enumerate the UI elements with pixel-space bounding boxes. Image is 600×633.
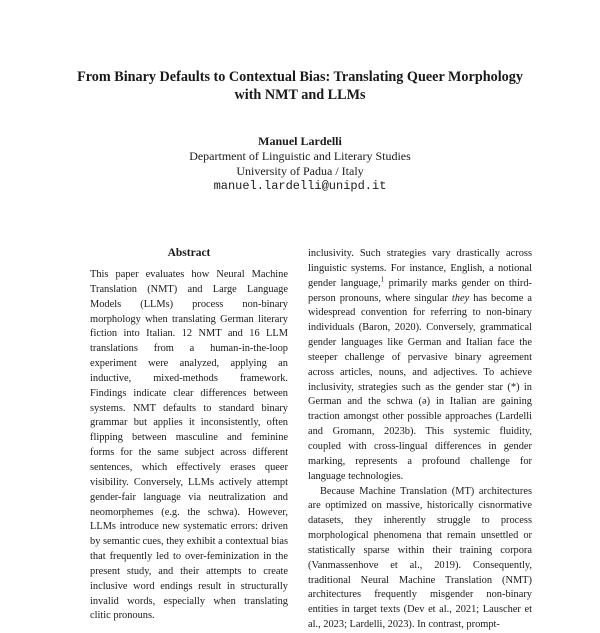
author-department: Department of Linguistic and Literary Studies	[189, 149, 411, 163]
title-line-2: with NMT and LLMs	[234, 87, 366, 103]
abstract-column	[90, 268, 288, 624]
author-block	[100, 134, 500, 194]
abstract-text: This paper evaluates how Neural Machine Translation (NMT) and Large Language Models (LLMs) process non-binary morphology when translating German literary fiction into Italian. 12 NMT and 16 LLM translations from a human-in-the-loop experiment were analyzed, applying an inductive, mixed-methods framework. Findings indicate clear differences between systems. NMT defaults to standard binary grammar but applies it inconsistently, often flipping between masculine and feminine forms for the same subject across different sentences, which effectively erases queer visibility. Conversely, LLMs actively attempt gender-fair language via neutralization and neomorphemes (e.g. the schwa). However, LLMs introduce new systematic errors: driven by semantic cues, they exhibit a contextual bias that frequently led to over-feminization in the present study, and their attempts to create inclusive word endings result in structurally invalid words, especially when translating clitic pronouns.	[90, 269, 288, 622]
paper-title	[40, 68, 560, 104]
abstract-heading: Abstract	[167, 247, 211, 259]
author-name: Manuel Lardelli	[258, 134, 342, 148]
body-p1-end: has become a widespread convention for referring to non-binary individuals (Baron, 2020). Conversely, grammatical gender languages like German and Italian face the steeper challenge of pervasive binary agreement across articles, nouns, and adjectives. To achieve inclusivity, strategies such as the gender star (*) in German and the schwa (ə) in Italian are gaining traction amongst other possible approaches (Lardelli and Gromann, 2023b). This systemic fluidity, coupled with cross-lingual differences in gender marking, represents a profound challenge for language technologies.	[308, 292, 532, 482]
title-line-1: From Binary Defaults to Contextual Bias: Translating Queer Morphology	[77, 69, 523, 85]
author-email[interactable]: manuel.lardelli@unipd.it	[213, 179, 387, 193]
body-paragraph-2: Because Machine Translation (MT) architectures are optimized on massive, historically cisnormative datasets, they inherently struggle to process morphological phenomena that remain unsettled or statistically sparse within their training corpora (Vanmassenhove et al., 2019). Consequently, traditional Neural Machine Translation (NMT) architectures frequently misgender non-binary entities in target texts (Dev et al., 2021; Lauscher et al., 2023; Lardelli, 2023). In contrast, prompt-	[308, 485, 532, 631]
body-p1-they: they	[451, 292, 470, 304]
author-university: University of Padua / Italy	[236, 164, 364, 178]
body-p1-mid: primarily marks gender on third-person pronouns, where singular	[308, 277, 532, 304]
body-column	[308, 247, 532, 633]
body-p1-start: inclusivity. Such strategies vary drastically across linguistic systems. For instance, English, a notional gender language,	[308, 248, 532, 289]
body-paragraph-1	[308, 247, 532, 485]
footnote-marker[interactable]: 1	[380, 275, 385, 284]
